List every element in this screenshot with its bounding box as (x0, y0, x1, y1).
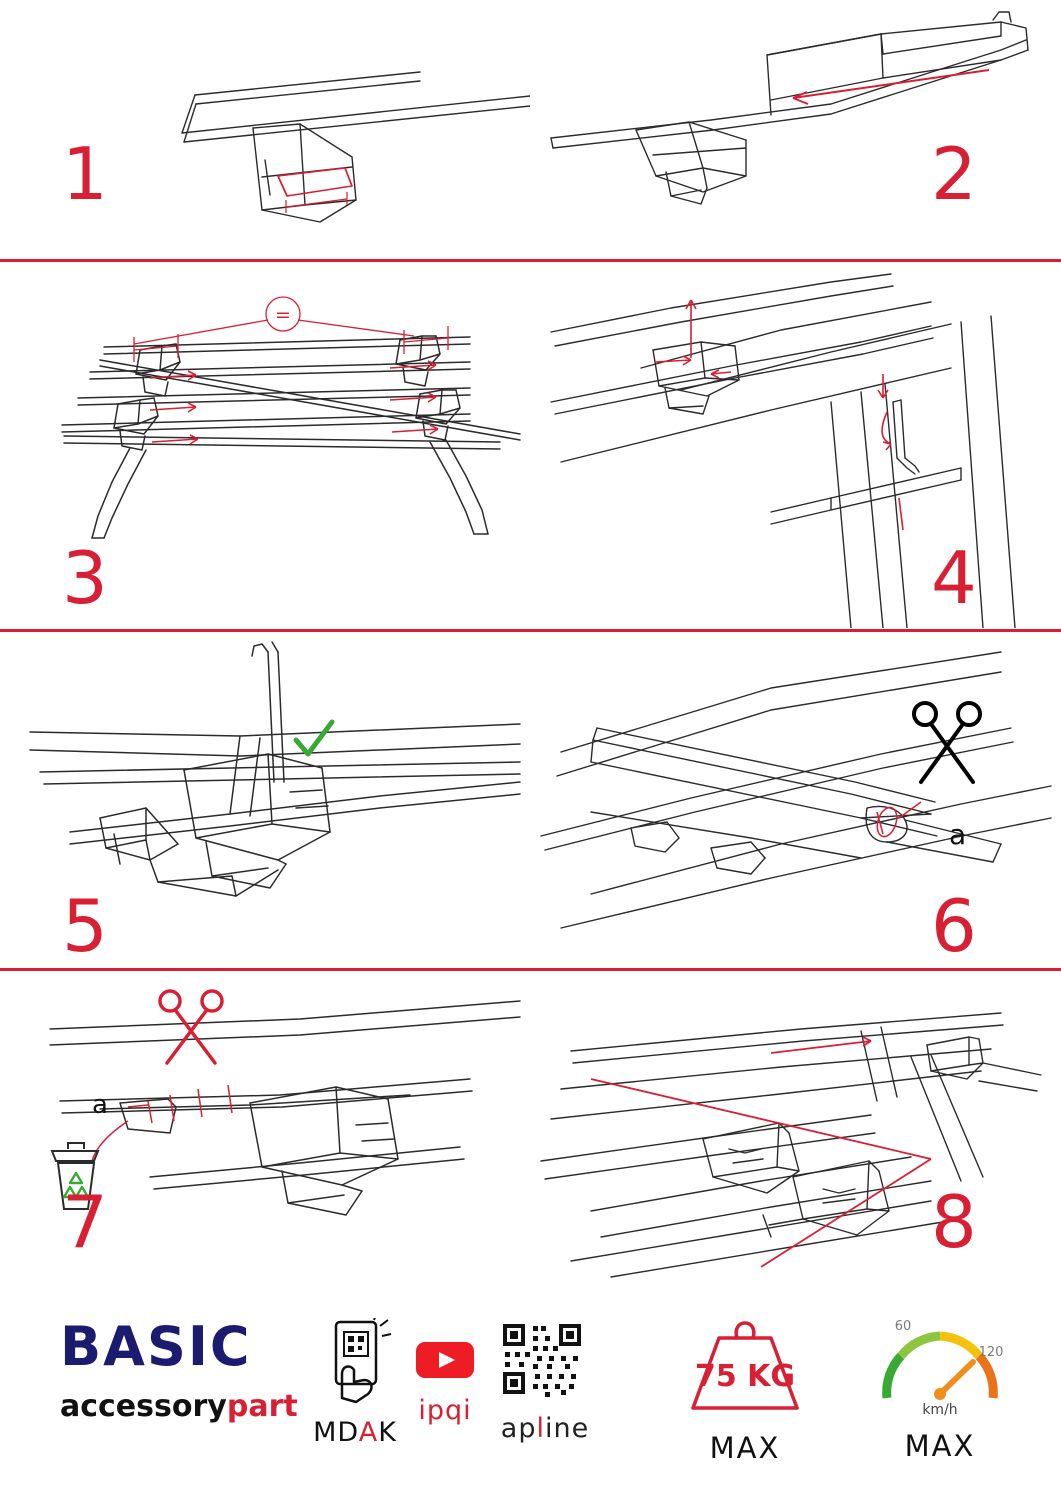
step-panel-4 (531, 262, 1061, 628)
step-panel-1 (0, 0, 530, 259)
brand-accessory-text: accessory (60, 1389, 227, 1424)
qr-scan-hand-icon (318, 1318, 392, 1404)
step-number-2: 2 (931, 132, 977, 216)
mdak-text-3: K (378, 1417, 397, 1448)
step-number-4: 4 (931, 536, 977, 620)
speed-tick-low: 60 (894, 1319, 912, 1334)
weight-icon (675, 1310, 815, 1420)
qr-code-icon (499, 1320, 591, 1400)
step-number-3: 3 (62, 536, 108, 620)
apline-text-1: ap (500, 1413, 537, 1444)
step-panel-3 (0, 262, 530, 628)
speed-tick-high: 120 (978, 1345, 1004, 1360)
step-number-8: 8 (931, 1180, 977, 1264)
label-a-step7: a (92, 1090, 108, 1120)
step-panel-7 (0, 971, 530, 1290)
brand-accessorypart-label (60, 1389, 298, 1424)
max-load-label: MAX (709, 1431, 781, 1465)
scissors-icon-red (160, 991, 222, 1063)
step-2-illustration (531, 0, 1061, 259)
step-panel-2 (531, 0, 1061, 259)
step-1-illustration (0, 0, 530, 259)
logo-ipqi-caption: ipqi (418, 1395, 472, 1426)
max-speed-block (855, 1306, 1025, 1463)
max-speed-label: MAX (904, 1429, 976, 1463)
footer-bar (0, 1290, 1061, 1500)
youtube-icon[interactable] (414, 1338, 476, 1382)
step-panel-6 (531, 632, 1061, 968)
step-number-1: 1 (62, 132, 108, 216)
step-8-illustration (531, 971, 1061, 1290)
step-number-7: 7 (62, 1180, 108, 1264)
mdak-text-2: A (358, 1417, 379, 1448)
logo-apline-caption (480, 1413, 610, 1444)
step-panel-5 (0, 632, 530, 968)
equal-sign-label: = (275, 304, 291, 326)
apline-text-3: ine (544, 1413, 590, 1444)
logo-apline (480, 1320, 610, 1444)
brand-basic-label: BASIC (60, 1315, 252, 1378)
step-4-illustration (531, 262, 1061, 628)
scissors-icon (914, 703, 980, 782)
step-number-5: 5 (62, 884, 108, 968)
step-panel-8 (531, 971, 1061, 1290)
brand-block (60, 1315, 298, 1424)
speed-unit-label: km/h (922, 1402, 958, 1418)
max-load-block (660, 1310, 830, 1465)
step-number-6: 6 (931, 884, 977, 968)
label-a-step6: a (949, 818, 967, 851)
step-6-illustration (531, 632, 1061, 968)
max-load-value: 75 KG (694, 1359, 796, 1394)
speedometer-icon (865, 1306, 1015, 1418)
mdak-text-1: MD (313, 1417, 359, 1448)
apline-text-2: l (536, 1413, 545, 1444)
brand-part-text: part (226, 1389, 298, 1424)
